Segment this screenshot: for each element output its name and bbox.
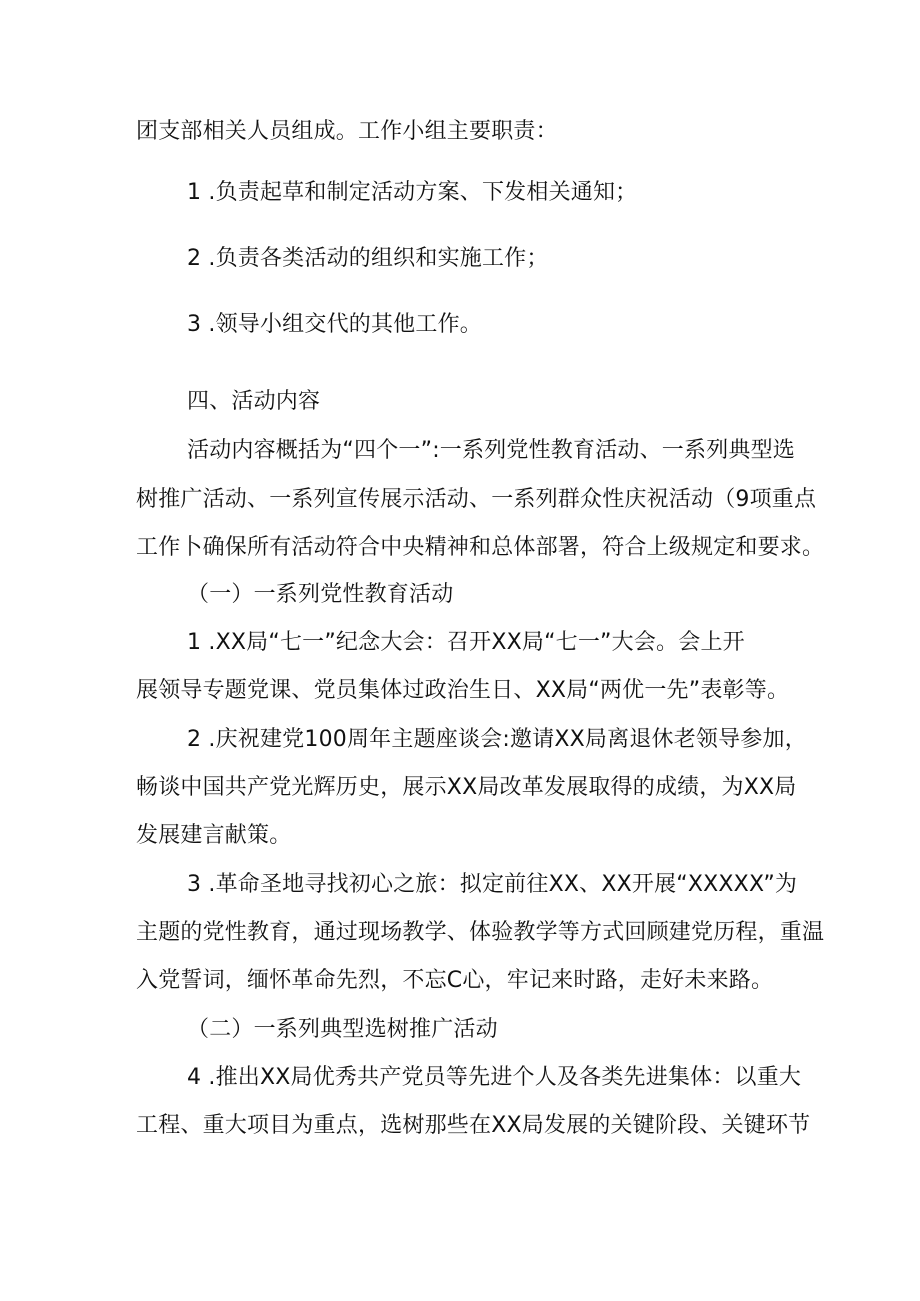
activity-item-1: 1 .XX局“七一”纪念大会：召开XX局“七一”大会。会上开: [187, 630, 745, 655]
duty-item-3: 3 .领导小组交代的其他工作。: [187, 312, 482, 337]
duty-item-1: 1 .负责起草和制定活动方案、下发相关通知；: [187, 180, 638, 205]
text-line-8: 工作卜确保所有活动符合中央精神和总体部署，符合上级规定和要求。: [136, 535, 825, 560]
duty-item-2: 2 .负责各类活动的组织和实施工作；: [187, 246, 549, 271]
text-line-7: 树推广活动、一系列宣传展示活动、一系列群众性庆祝活动（9项重点: [136, 487, 817, 512]
text-line-20: 工程、重大项目为重点，选树那些在XX局发展的关键阶段、关键环节: [136, 1113, 811, 1138]
activity-item-4: 4 .推出XX局优秀共产党员等先进个人及各类先进集体：以重大: [187, 1065, 802, 1090]
subsection-heading-1: （一）一系列党性教育活动: [187, 582, 454, 607]
text-line-16: 主题的党性教育，通过现场教学、体验教学等方式回顾建党历程，重温: [136, 920, 825, 945]
activity-item-2: 2 .庆祝建党100周年主题座谈会:邀请XX局离退休老领导参加，: [187, 727, 807, 752]
section-heading-4: 四、活动内容: [187, 389, 321, 414]
text-line-13: 畅谈中国共产党光辉历史，展示XX局改革发展取得的成绩，为XX局: [136, 775, 797, 800]
text-line-14: 发展建言献策。: [136, 823, 292, 848]
text-line-6: 活动内容概括为“四个一”:一系列党性教育活动、一系列典型选: [187, 438, 796, 463]
activity-item-3: 3 .革命圣地寻找初心之旅：拟定前往XX、XX开展“XXXXX”为: [187, 872, 798, 897]
subsection-heading-2: （二）一系列典型选树推广活动: [187, 1017, 498, 1042]
text-line-1: 团支部相关人员组成。工作小组主要职责：: [136, 119, 558, 144]
text-line-11: 展领导专题党课、党员集体过政治生日、XX局“两优一先”表彰等。: [136, 678, 790, 703]
text-line-17: 入党誓词，缅怀革命先烈，不忘C心，牢记来时路，走好未来路。: [136, 968, 774, 993]
